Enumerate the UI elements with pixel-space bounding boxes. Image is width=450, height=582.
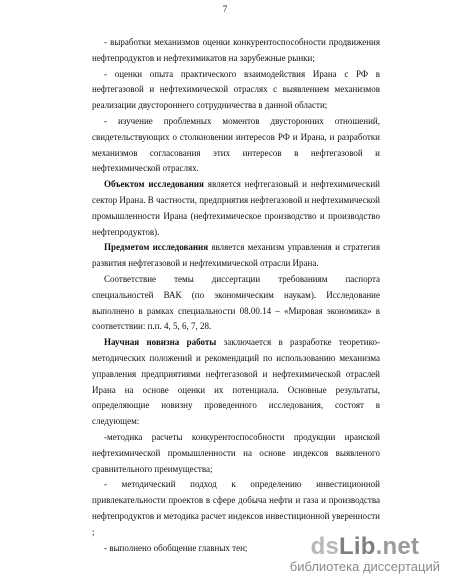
paragraph-research-object [92,177,380,240]
page-number: 7 [222,4,228,14]
watermark-caption: библиотека диссертаций [289,559,440,574]
dslib-watermark [290,534,440,574]
research-subject-heading: Предметом исследования [104,242,209,253]
paragraph-scientific-novelty [92,335,380,430]
paragraph-novelty-competitiveness-method: -методика расчеты конкурентоспособности продукции иранской нефтехимической промышленности на основе индексов выявленого сравнительного преимущества; [92,431,380,474]
document-body [92,35,380,556]
dslib-logo: dsLib.net [310,533,420,560]
paragraph-goal-interest-conflicts: - изучение проблемных моментов двусторонних отношений, свидетельствующих о столкновении интересов РФ и Ирана, и разработки механизмов согласования этих интересов в нефтегазовой и нефтехимической отраслях. [92,115,380,174]
paragraph-research-subject [92,240,380,272]
research-subject-text: является механизм управления и стратегия развития нефтегазовой и нефтехимической отрасли Ирана. [92,242,381,269]
scientific-novelty-text: заключается в разработке теоретико-методических положений и рекомендаций по использованию механизма управления предприятиями нефтегазовой и нефтехимической отраслей Ирана на основе оценки их потенциала. Основные результаты, определяющие новизну проведенного исследования, состоят в следующем: [92,337,381,427]
paragraph-novelty-generalization: - выполнено обобщение главных тен; [104,542,248,553]
scientific-novelty-heading: Научная новизна работы [104,337,217,348]
paragraph-goal-iran-russia-cooperation: - оценки опыта практического взаимодействия Ирана с РФ в нефтегазовой и нефтехимической отраслях с выявлением механизмов реализации двустороннего сотрудничества в данной области; [92,68,380,111]
research-object-heading: Объектом исследования [104,179,204,190]
paragraph-specialty-compliance: Соответствие темы диссертации требованиям паспорта специальностей ВАК (по экономическим наукам). Исследование выполнено в рамках специальности 08.00.14 – «Мировая экономика» в соответствии: п.п. 4, 5, 6, 7, 28. [92,273,380,332]
paragraph-novelty-investment-approach: - методический подход к определению инвестиционной привлекательности проектов в сфере добыча нефти и газа и производства нефтепродуктов и методика расчет индексов инвестиционной уверенности ; [92,479,380,537]
paragraph-goal-market-promotion: - выработки механизмов оценки конкурентоспособности продвижения нефтепродуктов и нефтехимикатов на зарубежные рынки; [92,37,380,63]
research-object-text: является нефтегазовый и нефтехимический сектор Ирана. В частности, предприятия нефтегазовой и нефтехимической промышленности Ирана (нефтехимическое производство и производство нефтепродуктов). [92,179,380,237]
